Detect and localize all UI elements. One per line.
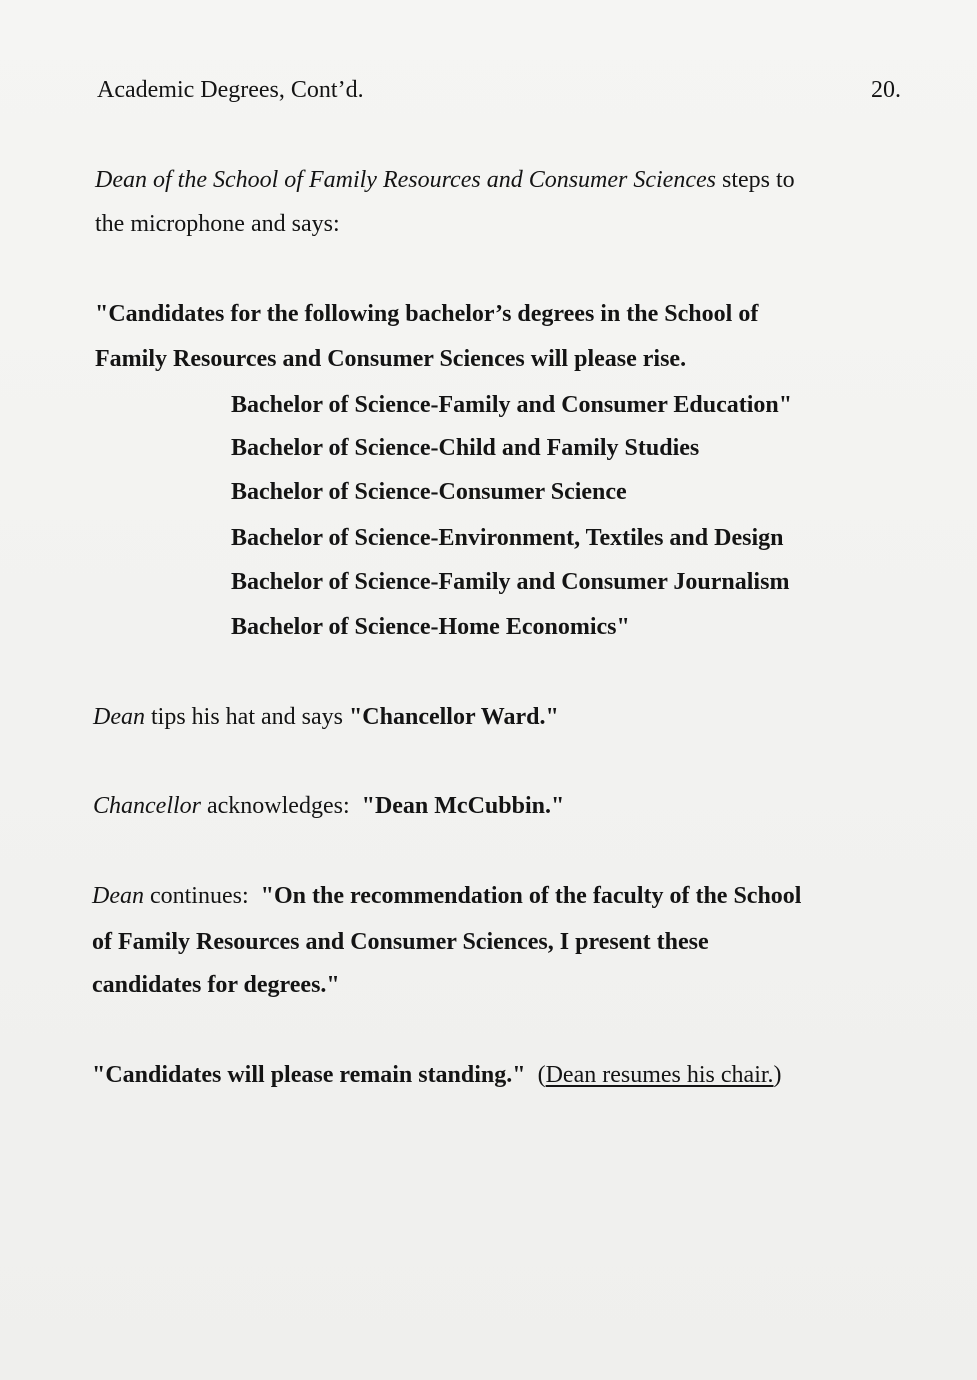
stage-close: ) — [773, 1062, 782, 1088]
closing-quote: "Candidates will please remain standing." — [92, 1062, 526, 1088]
stage-open: ( — [537, 1062, 546, 1088]
intro-line-2: the microphone and says: — [95, 211, 340, 237]
tips-quote: "Chancellor Ward." — [348, 704, 559, 730]
degree-item: Bachelor of Science-Child and Family Studies — [231, 435, 700, 461]
continues-action: continues: — [143, 883, 261, 909]
degree-item: Bachelor of Science-Family and Consumer Journalism — [231, 569, 790, 595]
tips-speaker: Dean — [93, 704, 145, 730]
intro-line-1 — [95, 164, 795, 196]
closing-line — [92, 1059, 782, 1091]
page-number: 20. — [871, 77, 901, 103]
running-header-title: Academic Degrees, Cont’d. — [97, 77, 364, 103]
continues-quote-3: candidates for degrees." — [92, 972, 340, 998]
stage-direction: Dean resumes his chair. — [545, 1062, 774, 1088]
degree-item: Bachelor of Science-Environment, Textiles and Design — [231, 525, 784, 551]
acknowledge-action: acknowledges: — [201, 793, 362, 819]
tips-line — [93, 701, 559, 733]
intro-speaker: Dean of the School of Family Resources and Consumer Sciences — [95, 167, 716, 193]
continues-quote-1: "On the recommendation of the faculty of the School — [260, 883, 802, 909]
announcement-line-1: "Candidates for the following bachelor’s degrees in the School of — [95, 301, 759, 327]
continues-line-1 — [92, 880, 801, 912]
acknowledge-speaker: Chancellor — [93, 793, 201, 819]
acknowledge-line — [93, 790, 564, 822]
intro-action-1: steps to — [715, 167, 795, 193]
degree-item: Bachelor of Science-Family and Consumer Education" — [231, 392, 793, 418]
degree-item: Bachelor of Science-Home Economics" — [231, 614, 630, 640]
continues-quote-2: of Family Resources and Consumer Sciences, I present these — [92, 929, 709, 955]
acknowledge-quote: "Dean McCubbin." — [361, 793, 565, 819]
degree-item: Bachelor of Science-Consumer Science — [231, 479, 627, 505]
tips-action: tips his hat and says — [144, 704, 349, 730]
announcement-line-2: Family Resources and Consumer Sciences will please rise. — [95, 346, 687, 372]
continues-speaker: Dean — [92, 883, 144, 909]
